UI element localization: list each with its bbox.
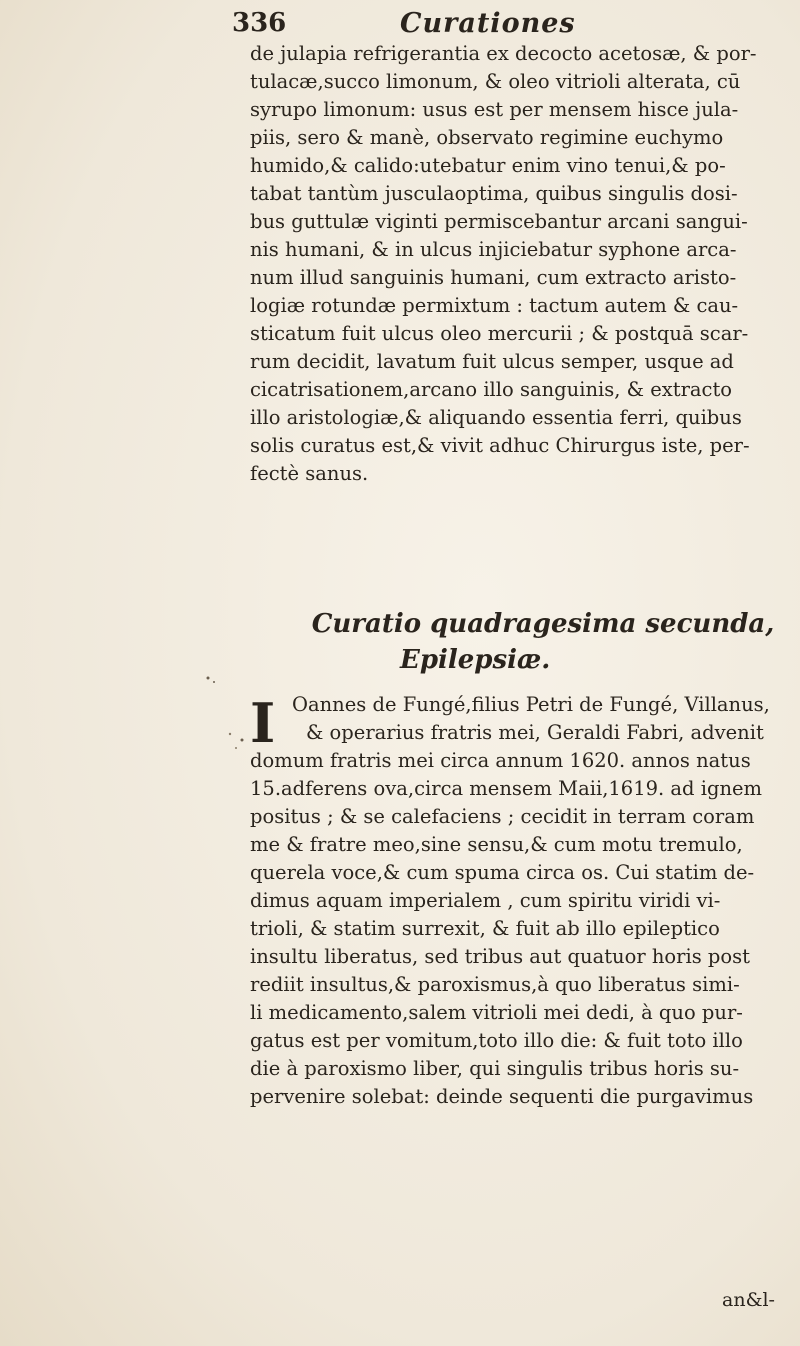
text-line: fectè sanus. [250, 462, 369, 485]
text-line: Oannes de Fungé,filius Petri de Fungé, Villanus, [292, 693, 770, 716]
text-line: & operarius fratris mei, Geraldi Fabri, advenit [306, 721, 764, 744]
text-line: dimus aquam imperialem , cum spiritu viridi vi- [250, 889, 721, 912]
text-line: sticatum fuit ulcus oleo mercurii ; & postquā scar- [250, 322, 749, 345]
text-line: humido,& calido:utebatur enim vino tenui,& po- [250, 154, 726, 177]
section-heading [250, 606, 796, 678]
text-line: me & fratre meo,sine sensu,& cum motu tremulo, [250, 833, 743, 856]
text-line: die à paroxismo liber, qui singulis tribus horis su- [250, 1057, 740, 1080]
text-line: insultu liberatus, sed tribus aut quatuor horis post [250, 945, 750, 968]
text-line: rediit insultus,& paroxismus,à quo liberatus simi- [250, 973, 740, 996]
text-line: domum fratris mei circa annum 1620. annos natus [250, 749, 751, 772]
paragraph-2 [250, 691, 796, 1111]
text-line: num illud sanguinis humani, cum extracto aristo- [250, 266, 737, 289]
text-line: tabat tantùm jusculaoptima, quibus singulis dosi- [250, 182, 738, 205]
running-title: Curationes [400, 8, 576, 39]
catchword: an&l- [722, 1289, 775, 1311]
text-line: cicatrisationem,arcano illo sanguinis, & extracto [250, 378, 733, 401]
text-line: 15.adferens ova,circa mensem Maii,1619. ad ignem [250, 777, 763, 800]
text-line: rum decidit, lavatum fuit ulcus semper, usque ad [250, 350, 734, 373]
text-line: li medicamento,salem vitrioli mei dedi, à quo pur- [250, 1001, 743, 1024]
text-line: positus ; & se calefaciens ; cecidit in terram coram [250, 805, 755, 828]
paragraph-1 [250, 40, 796, 488]
text-line: querela voce,& cum spuma circa os. Cui statim de- [250, 861, 755, 884]
text-line: solis curatus est,& vivit adhuc Chirurgus iste, per- [250, 434, 750, 457]
text-line: logiæ rotundæ permixtum : tactum autem & cau- [250, 294, 739, 317]
page-number: 336 [232, 8, 287, 38]
text-line: illo aristologiæ,& aliquando essentia ferri, quibus [250, 406, 742, 429]
text-line: trioli, & statim surrexit, & fuit ab illo epileptico [250, 917, 720, 940]
text-line: bus guttulæ viginti permiscebantur arcani sangui- [250, 210, 748, 233]
text-line: tulacæ,succo limonum, & oleo vitrioli alterata, cū [250, 70, 741, 93]
text-line: pervenire solebat: deinde sequenti die purgavimus [250, 1085, 754, 1108]
heading-title: Curatio quadragesima secunda, [311, 609, 775, 639]
text-line: nis humani, & in ulcus injiciebatur syphone arca- [250, 238, 737, 261]
heading-subtitle: Epilepsiæ. [400, 645, 551, 675]
text-line: gatus est per vomitum,toto illo die: & fuit toto illo [250, 1029, 743, 1052]
text-line: piis, sero & manè, observato regimine euchymo [250, 126, 724, 149]
text-line: syrupo limonum: usus est per mensem hisce jula- [250, 98, 739, 121]
text-line: de julapia refrigerantia ex decocto acetosæ, & por- [250, 42, 757, 65]
drop-capital: I [250, 691, 276, 755]
